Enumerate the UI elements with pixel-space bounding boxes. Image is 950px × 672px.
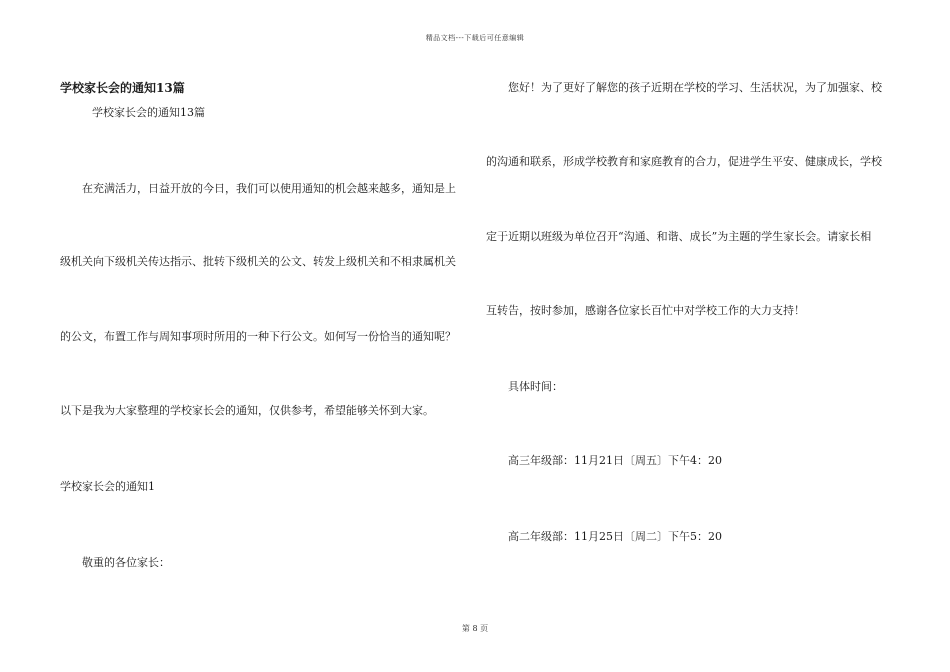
greeting: 敬重的各位家长： [82,556,170,569]
intro-line-1: 在充满活力，日益开放的今日，我们可以使用通知的机会越来越多，通知是上 [82,182,456,195]
paragraph-line-1: 您好！为了更好了解您的孩子近期在学校的学习、生活状况，为了加强家、校 [508,81,882,94]
document-subtitle: 学校家长会的通知13篇 [92,106,205,119]
paragraph-line-3: 定于近期以班级为单位召开“沟通、和谐、成长”为主题的学生家长会。请家长相 [486,230,872,243]
schedule-grade3: 高三年级部：11月21日〔周五〕下午4：20 [508,454,722,467]
intro-line-4: 以下是我为大家整理的学校家长会的通知，仅供参考，希望能够关怀到大家。 [60,404,434,417]
section-heading: 学校家长会的通知1 [60,480,155,493]
page-number: 第 8 页 [461,624,489,633]
intro-line-3: 的公文，布置工作与周知事项时所用的一种下行公文。如何写一份恰当的通知呢？ [60,330,456,343]
paragraph-line-2: 的沟通和联系，形成学校教育和家庭教育的合力，促进学生平安、健康成长，学校 [486,155,882,168]
time-label: 具体时间： [508,380,563,393]
document-title: 学校家长会的通知13篇 [60,81,185,95]
paragraph-line-4: 互转告，按时参加，感谢各位家长百忙中对学校工作的大力支持！ [486,304,805,317]
intro-line-2: 级机关向下级机关传达指示、批转下级机关的公文、转发上级机关和不相隶属机关 [60,255,456,268]
header-note: 精品文档---下载后可任意编辑 [425,34,525,42]
schedule-grade2: 高二年级部：11月25日〔周二〕下午5：20 [508,530,722,543]
